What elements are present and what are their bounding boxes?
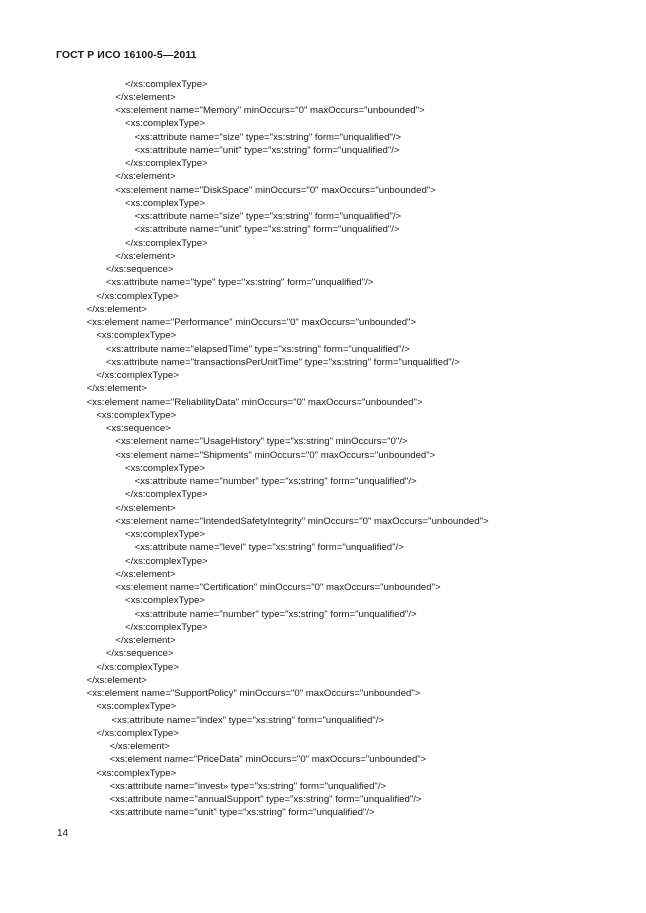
code-line — [0, 502, 646, 515]
code-line-text: <xs:attribute name="number" type="xs:string" form="unqualified"/> — [134, 608, 417, 620]
code-line — [0, 117, 646, 130]
code-line-text: <xs:attribute name="size" type="xs:string" form="unqualified"/> — [134, 131, 402, 143]
code-line-text: <xs:complexType> — [96, 330, 177, 342]
code-line-text: <xs:attribute name="unit" type="xs:string" form="unqualified"/> — [109, 807, 375, 819]
code-line — [0, 515, 646, 528]
code-line — [0, 422, 646, 435]
code-line — [0, 170, 646, 183]
code-line-text: <xs:element name="Memory" minOccurs="0" maxOccurs="unbounded"> — [115, 105, 425, 116]
code-line-text: <xs:complexType> — [125, 462, 205, 474]
code-line-text: </xs:complexType> — [125, 78, 208, 90]
code-line — [0, 250, 646, 263]
code-line — [0, 78, 646, 91]
code-line — [0, 753, 646, 766]
code-line — [0, 184, 646, 197]
code-line — [0, 369, 646, 382]
code-line-text: <xs:element name="SupportPolicy" minOccurs="0" maxOccurs="unbounded"> — [86, 688, 421, 699]
page-number: 14 — [57, 828, 69, 839]
code-line-text: <xs:complexType> — [125, 529, 205, 540]
code-line — [0, 714, 646, 727]
code-line — [0, 740, 646, 753]
code-line-text: </xs:element> — [86, 383, 147, 395]
code-line-text: <xs:element name="IntendedSafetyIntegrity" minOccurs="0" maxOccurs="unbounded"> — [115, 515, 489, 527]
code-line-text: <xs:element name="PriceData" minOccurs="0" maxOccurs="unbounded"> — [109, 754, 427, 766]
code-line — [0, 210, 646, 223]
xml-schema-code — [0, 78, 646, 820]
code-line — [0, 780, 646, 793]
code-line-text: <xs:attribute name="number" type="xs:string" form="unqualified"/> — [134, 476, 417, 487]
code-line-text: <xs:sequence> — [105, 423, 171, 434]
code-line-text: </xs:element> — [115, 502, 176, 514]
code-line-text: <xs:element name="DiskSpace" minOccurs="0" maxOccurs="unbounded"> — [115, 184, 436, 196]
code-line — [0, 767, 646, 780]
code-line-text: <xs:element name="ReliabilityData" minOccurs="0" maxOccurs="unbounded"> — [86, 396, 423, 408]
code-line-text: </xs:complexType> — [125, 158, 208, 169]
code-line-text: </xs:element> — [115, 250, 176, 262]
code-line-text: <xs:attribute name="index" type="xs:string" form="unqualified"/> — [111, 714, 384, 726]
code-line — [0, 634, 646, 647]
code-line-text: </xs:complexType> — [125, 555, 208, 567]
code-line-text: <xs:complexType> — [125, 118, 205, 130]
code-line-text: </xs:element> — [115, 91, 176, 103]
code-line — [0, 528, 646, 541]
code-line-text: <xs:complexType> — [96, 409, 177, 421]
code-line-text: <xs:complexType> — [96, 701, 177, 713]
code-line — [0, 793, 646, 806]
code-line — [0, 594, 646, 607]
code-line-text: <xs:complexType> — [125, 595, 205, 607]
code-line — [0, 581, 646, 594]
code-line — [0, 541, 646, 554]
code-line — [0, 356, 646, 369]
code-line — [0, 674, 646, 687]
code-line — [0, 409, 646, 422]
page-header: ГОСТ Р ИСО 16100-5—2011 — [56, 49, 197, 61]
code-line-text: </xs:complexType> — [125, 237, 208, 249]
code-line-text: </xs:complexType> — [96, 661, 179, 673]
code-line — [0, 157, 646, 170]
code-line — [0, 475, 646, 488]
code-line-text: </xs:complexType> — [125, 621, 208, 633]
code-line — [0, 700, 646, 713]
code-line-text: </xs:complexType> — [96, 290, 179, 302]
code-line-text: <xs:attribute name="invest» type="xs:string" form="unqualified"/> — [109, 780, 387, 792]
code-line — [0, 382, 646, 395]
code-line — [0, 329, 646, 342]
code-line-text: <xs:element name="UsageHistory" type="xs:string" minOccurs="0"/> — [115, 436, 408, 448]
code-line-text: </xs:complexType> — [96, 370, 179, 381]
code-line-text: <xs:attribute name="level" type="xs:string" form="unqualified"/> — [134, 542, 404, 554]
code-line — [0, 197, 646, 210]
code-line-text: </xs:sequence> — [105, 648, 174, 660]
code-line — [0, 396, 646, 409]
code-line — [0, 131, 646, 144]
code-line — [0, 661, 646, 674]
code-line-text: <xs:complexType> — [96, 767, 177, 779]
code-line-text: </xs:sequence> — [105, 264, 174, 275]
code-line — [0, 647, 646, 660]
code-line-text: <xs:attribute name="unit" type="xs:string" form="unqualified"/> — [134, 144, 400, 156]
code-line-text: <xs:attribute name="type" type="xs:string" form="unqualified"/> — [105, 277, 374, 289]
code-line — [0, 555, 646, 568]
code-line — [0, 727, 646, 740]
code-line — [0, 608, 646, 621]
code-line-text: <xs:complexType> — [125, 197, 205, 209]
code-line-text: </xs:element> — [86, 674, 147, 686]
code-line — [0, 449, 646, 462]
code-line — [0, 621, 646, 634]
code-line — [0, 237, 646, 250]
code-line-text: </xs:complexType> — [125, 489, 208, 501]
code-line — [0, 91, 646, 104]
code-line — [0, 687, 646, 700]
code-line — [0, 303, 646, 316]
code-line-text: <xs:attribute name="size" type="xs:string" form="unqualified"/> — [134, 211, 402, 222]
code-line — [0, 223, 646, 236]
code-line — [0, 104, 646, 117]
code-line — [0, 488, 646, 501]
code-line — [0, 462, 646, 475]
code-line — [0, 343, 646, 356]
code-line-text: </xs:element> — [115, 568, 176, 580]
code-line — [0, 316, 646, 329]
code-line — [0, 568, 646, 581]
code-line-text: </xs:element> — [115, 635, 176, 646]
code-line-text: </xs:element> — [86, 303, 147, 315]
code-line — [0, 144, 646, 157]
code-line-text: </xs:element> — [109, 741, 170, 752]
code-line-text: <xs:attribute name="unit" type="xs:string" form="unqualified"/> — [134, 224, 400, 236]
code-line-text: <xs:element name="Certification" minOccurs="0" maxOccurs="unbounded"> — [115, 582, 441, 593]
code-line-text: <xs:element name="Shipments" minOccurs="0" maxOccurs="unbounded"> — [115, 449, 436, 461]
code-line — [0, 806, 646, 819]
code-line — [0, 276, 646, 289]
code-line-text: <xs:element name="Performance" minOccurs="0" maxOccurs="unbounded"> — [86, 317, 417, 328]
code-line-text: <xs:attribute name="annualSupport" type="xs:string" form="unqualified"/> — [109, 794, 422, 805]
code-line — [0, 435, 646, 448]
code-line-text: </xs:element> — [115, 171, 176, 183]
code-line-text: <xs:attribute name="elapsedTime" type="xs:string" form="unqualified"/> — [105, 343, 410, 355]
code-line-text: <xs:attribute name="transactionsPerUnitTime" type="xs:string" form="unqualified"/> — [105, 356, 460, 368]
code-line — [0, 290, 646, 303]
code-line — [0, 263, 646, 276]
code-line-text: </xs:complexType> — [96, 727, 179, 739]
